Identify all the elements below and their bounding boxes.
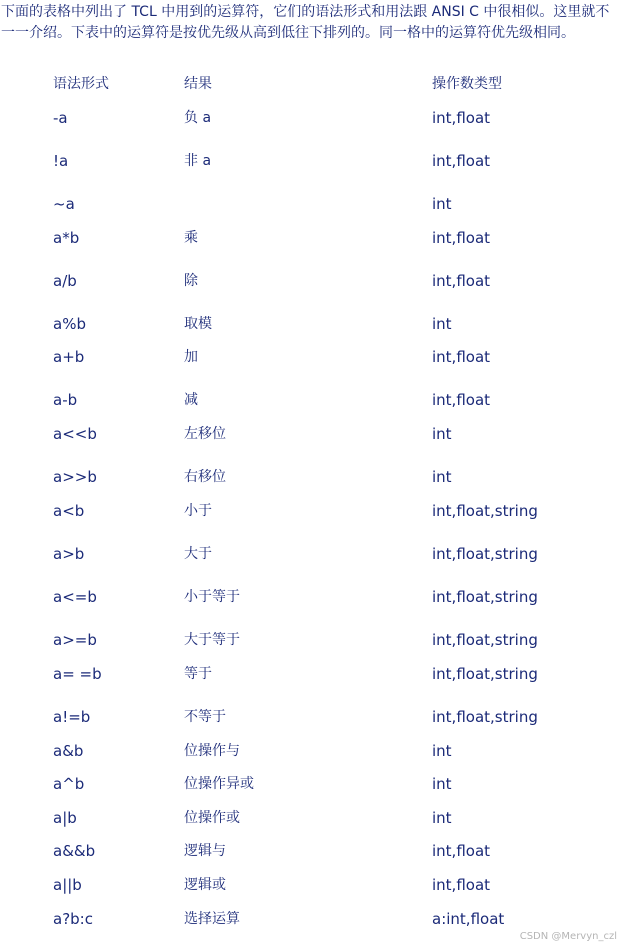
cell-syntax: a*b	[53, 229, 80, 247]
table-row	[0, 739, 623, 763]
cell-types: int,float,string	[432, 545, 538, 563]
cell-result: 不等于	[184, 709, 226, 725]
cell-result: 逻辑与	[184, 843, 226, 859]
table-row	[0, 907, 623, 931]
cell-types: int,float,string	[432, 708, 538, 726]
cell-syntax: ~a	[53, 195, 75, 213]
cell-syntax: a<b	[53, 502, 85, 520]
cell-result: 选择运算	[184, 911, 240, 927]
cell-result: 位操作与	[184, 743, 240, 759]
cell-syntax: a= =b	[53, 665, 102, 683]
table-row	[0, 542, 623, 566]
watermark: CSDN @Mervyn_czl	[519, 931, 617, 942]
cell-result: 位操作或	[184, 810, 240, 826]
cell-result: 位操作异或	[184, 776, 254, 792]
cell-types: int,float	[432, 391, 491, 409]
cell-syntax: a<<b	[53, 425, 97, 443]
cell-types: int,float,string	[432, 665, 538, 683]
table-row	[0, 149, 623, 173]
cell-syntax: a/b	[53, 272, 77, 290]
table-row	[0, 806, 623, 830]
cell-types: int,float	[432, 272, 491, 290]
cell-types: int,float	[432, 152, 491, 170]
header-result: 结果	[184, 76, 212, 92]
cell-types: int	[432, 195, 452, 213]
cell-result: 右移位	[184, 469, 226, 485]
cell-result: 大于	[184, 546, 212, 562]
table-row	[0, 465, 623, 489]
cell-syntax: a-b	[53, 391, 78, 409]
cell-result: 乘	[184, 230, 198, 246]
table-row	[0, 388, 623, 412]
table-row	[0, 585, 623, 609]
cell-types: int,float	[432, 842, 491, 860]
cell-syntax: a>>b	[53, 468, 97, 486]
cell-types: int,float	[432, 876, 491, 894]
table-row	[0, 312, 623, 336]
table-row	[0, 192, 623, 216]
cell-result: 除	[184, 273, 198, 289]
table-row	[0, 628, 623, 652]
cell-types: int,float	[432, 109, 491, 127]
table-row	[0, 345, 623, 369]
cell-syntax: a%b	[53, 315, 86, 333]
cell-syntax: a+b	[53, 348, 85, 366]
table-row	[0, 839, 623, 863]
cell-syntax: a||b	[53, 876, 82, 894]
table-row	[0, 106, 623, 130]
cell-syntax: a&b	[53, 742, 84, 760]
cell-syntax: -a	[53, 109, 68, 127]
cell-syntax: a!=b	[53, 708, 91, 726]
cell-syntax: a?b:c	[53, 910, 93, 928]
cell-result: 逻辑或	[184, 877, 226, 893]
table-row	[0, 226, 623, 250]
cell-types: int	[432, 425, 452, 443]
intro-paragraph: 下面的表格中列出了 TCL 中用到的运算符，它们的语法形式和用法跟 ANSI C 中很相似。这里就不一一介绍。下表中的运算符是按优先级从高到低往下排列的。同一格中的运算符优先级相同。	[1, 4, 610, 41]
cell-types: int	[432, 775, 452, 793]
cell-syntax: a|b	[53, 809, 77, 827]
cell-result: 取模	[184, 316, 212, 332]
cell-types: int,float,string	[432, 631, 538, 649]
cell-result: 等于	[184, 666, 212, 682]
header-syntax: 语法形式	[53, 76, 109, 92]
cell-result: 负 a	[184, 110, 212, 126]
table-row	[0, 662, 623, 686]
cell-types: int	[432, 742, 452, 760]
header-types: 操作数类型	[432, 76, 502, 92]
cell-types: int	[432, 809, 452, 827]
cell-result: 大于等于	[184, 632, 240, 648]
cell-result: 减	[184, 392, 198, 408]
cell-types: int	[432, 468, 452, 486]
cell-result: 左移位	[184, 426, 226, 442]
cell-syntax: a<=b	[53, 588, 97, 606]
table-row	[0, 705, 623, 729]
cell-types: int,float	[432, 229, 491, 247]
cell-types: int,float,string	[432, 588, 538, 606]
table-row	[0, 269, 623, 293]
cell-result: 小于等于	[184, 589, 240, 605]
table-row	[0, 422, 623, 446]
cell-syntax: a>=b	[53, 631, 97, 649]
cell-syntax: a&&b	[53, 842, 96, 860]
cell-types: int	[432, 315, 452, 333]
cell-types: int,float,string	[432, 502, 538, 520]
table-row	[0, 499, 623, 523]
cell-result: 小于	[184, 503, 212, 519]
table-header	[0, 72, 623, 96]
cell-result: 非 a	[184, 153, 212, 169]
cell-types: int,float	[432, 348, 491, 366]
cell-syntax: a^b	[53, 775, 85, 793]
cell-result: 加	[184, 349, 198, 365]
cell-types: a:int,float	[432, 910, 505, 928]
cell-syntax: a>b	[53, 545, 85, 563]
table-row	[0, 873, 623, 897]
cell-syntax: !a	[53, 152, 69, 170]
table-row	[0, 772, 623, 796]
